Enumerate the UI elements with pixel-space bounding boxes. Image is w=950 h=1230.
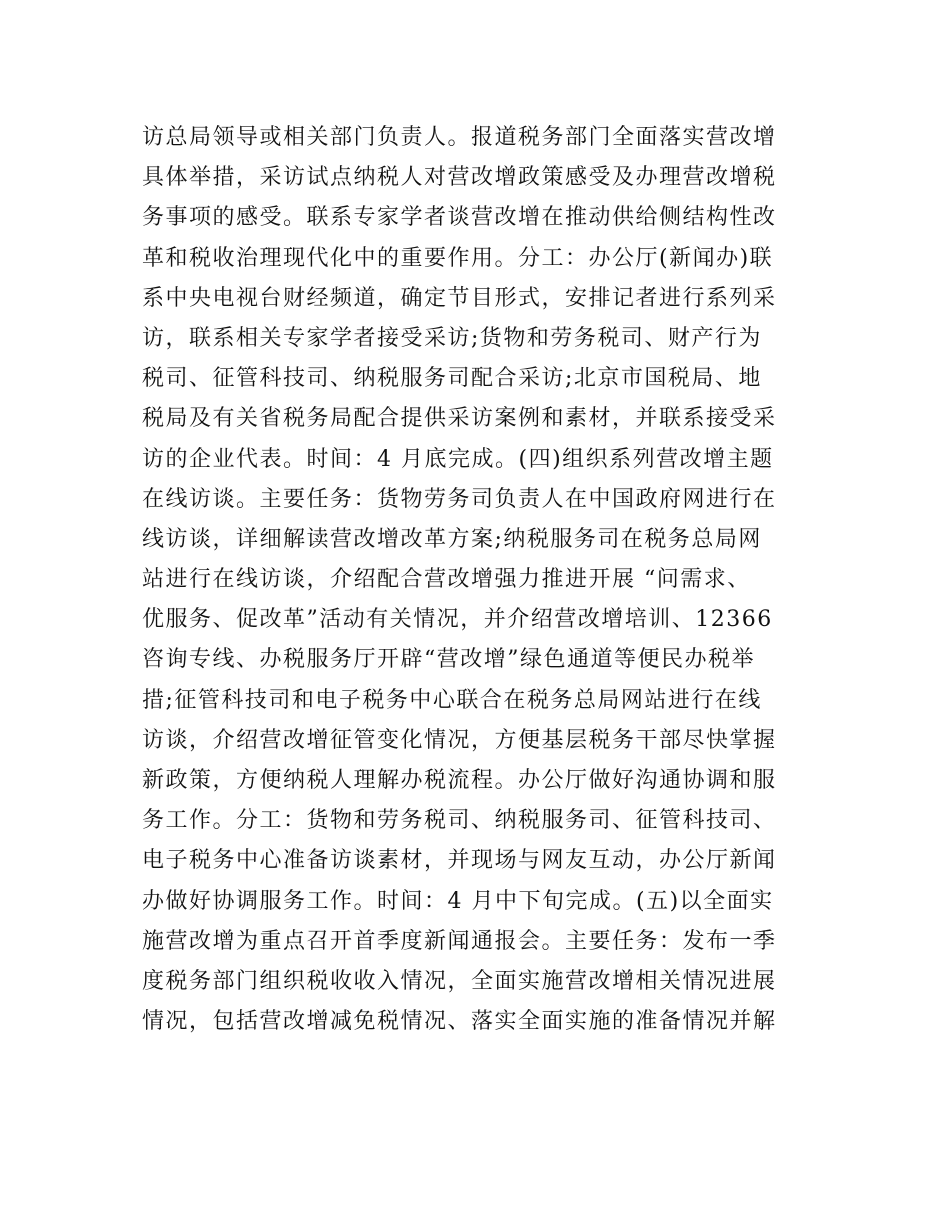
text-line-3: 务事项的感受。联系专家学者谈营改增在推动供给侧结构性改 <box>142 205 777 231</box>
text-line-6: 访，联系相关专家学者接受采访;货物和劳务税司、财产行为 <box>142 325 762 351</box>
body-text <box>142 118 822 1042</box>
text-line-15: 措;征管科技司和电子税务中心联合在税务总局网站进行在线 <box>142 687 762 713</box>
text-line-18: 务工作。分工：货物和劳务税司、纳税服务司、征管科技司、 <box>142 808 777 834</box>
text-line-7: 税司、征管科技司、纳税服务司配合采访;北京市国税局、地 <box>142 366 762 392</box>
text-line-5: 系中央电视台财经频道，确定节目形式，安排记者进行系列采 <box>142 285 777 311</box>
text-line-17: 新政策，方便纳税人理解办税流程。办公厅做好沟通协调和服 <box>142 768 777 793</box>
text-line-12: 站进行在线访谈，介绍配合营改增强力推进开展 “问需求、 <box>142 567 751 593</box>
text-line-4: 革和税收治理现代化中的重要作用。分工：办公厅(新闻办)联 <box>142 245 774 271</box>
text-line-10: 在线访谈。主要任务：货物劳务司负责人在中国政府网进行在 <box>142 486 777 512</box>
text-line-8: 税局及有关省税务局配合提供采访案例和素材，并联系接受采 <box>142 406 777 432</box>
text-line-13: 优服务、促改革”活动有关情况，并介绍营改增培训、12366 <box>142 607 773 633</box>
text-line-1: 访总局领导或相关部门负责人。报道税务部门全面落实营改增 <box>142 125 777 150</box>
text-line-2: 具体举措，采访试点纳税人对营改增政策感受及办理营改增税 <box>142 165 777 191</box>
text-line-14: 咨询专线、办税服务厅开辟“营改增”绿色通道等便民办税举 <box>142 647 755 673</box>
text-line-11: 线访谈，详细解读营改增改革方案;纳税服务司在税务总局网 <box>142 526 762 552</box>
text-line-9: 访的企业代表。时间：4 月底完成。(四)组织系列营改增主题 <box>142 446 774 472</box>
text-line-16: 访谈，介绍营改增征管变化情况，方便基层税务干部尽快掌握 <box>142 727 777 753</box>
text-line-23: 情况，包括营改增减免税情况、落实全面实施的准备情况并解 <box>142 1009 777 1035</box>
text-line-22: 度税务部门组织税收收入情况，全面实施营改增相关情况进展 <box>142 968 777 994</box>
text-line-19: 电子税务中心准备访谈素材，并现场与网友互动，办公厅新闻 <box>142 848 777 874</box>
text-line-20: 办做好协调服务工作。时间：4 月中下旬完成。(五)以全面实 <box>142 888 774 914</box>
text-line-21: 施营改增为重点召开首季度新闻通报会。主要任务：发布一季 <box>142 928 777 954</box>
